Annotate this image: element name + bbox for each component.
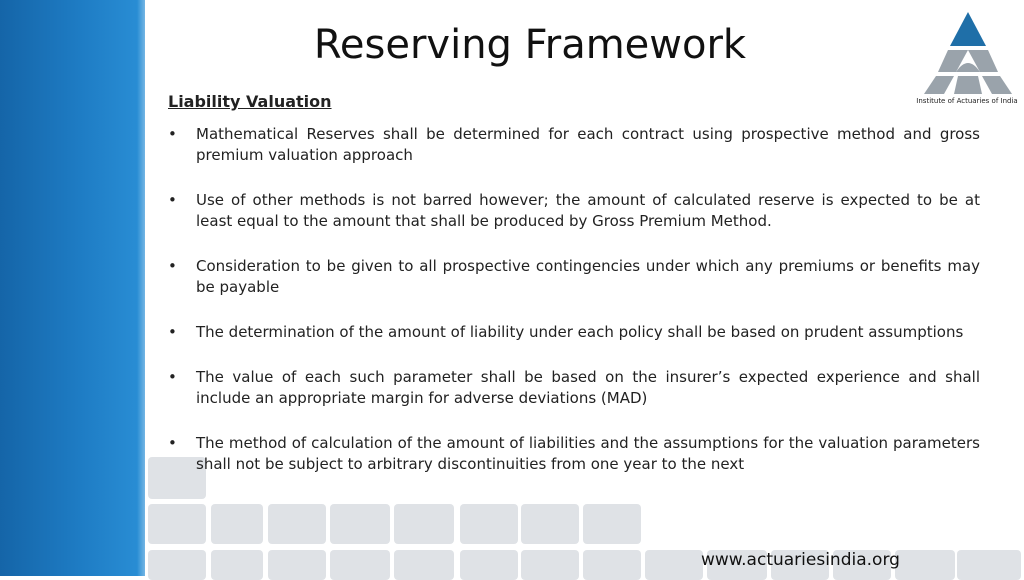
bullet-icon: • [168, 125, 177, 143]
institute-triangle-logo-icon [920, 10, 1016, 100]
logo-caption: Institute of Actuaries of India [916, 97, 1018, 105]
bullet-text: Use of other methods is not barred however; the amount of calculated reserve is expected to be at least equal to the amount that shall be produced by Gross Premium Method. [196, 191, 980, 230]
bullet-list [168, 124, 980, 499]
list-item [168, 367, 980, 409]
list-item [168, 322, 980, 343]
bullet-icon: • [168, 368, 177, 386]
bullet-text: The value of each such parameter shall be based on the insurer’s expected experience and shall include an appropriate margin for adverse deviations (MAD) [196, 368, 980, 407]
bullet-text: The method of calculation of the amount of liabilities and the assumptions for the valuation parameters shall not be subject to arbitrary discontinuities from one year to the next [196, 434, 980, 473]
bullet-icon: • [168, 191, 177, 209]
bullet-icon: • [168, 434, 177, 452]
bullet-text: Consideration to be given to all prospective contingencies under which any premiums or benefits may be payable [196, 257, 980, 296]
list-item [168, 433, 980, 475]
institute-logo [920, 10, 1016, 110]
bullet-icon: • [168, 257, 177, 275]
bullet-icon: • [168, 323, 177, 341]
slide-title: Reserving Framework [313, 22, 747, 68]
list-item [168, 190, 980, 232]
list-item [168, 256, 980, 298]
left-blue-band [0, 0, 145, 576]
bullet-text: The determination of the amount of liability under each policy shall be based on prudent assumptions [196, 323, 964, 341]
section-heading: Liability Valuation [168, 92, 332, 111]
bullet-text: Mathematical Reserves shall be determined for each contract using prospective method and gross premium valuation approach [196, 125, 980, 164]
list-item [168, 124, 980, 166]
footer-website-link[interactable]: www.actuariesindia.org [701, 550, 900, 570]
